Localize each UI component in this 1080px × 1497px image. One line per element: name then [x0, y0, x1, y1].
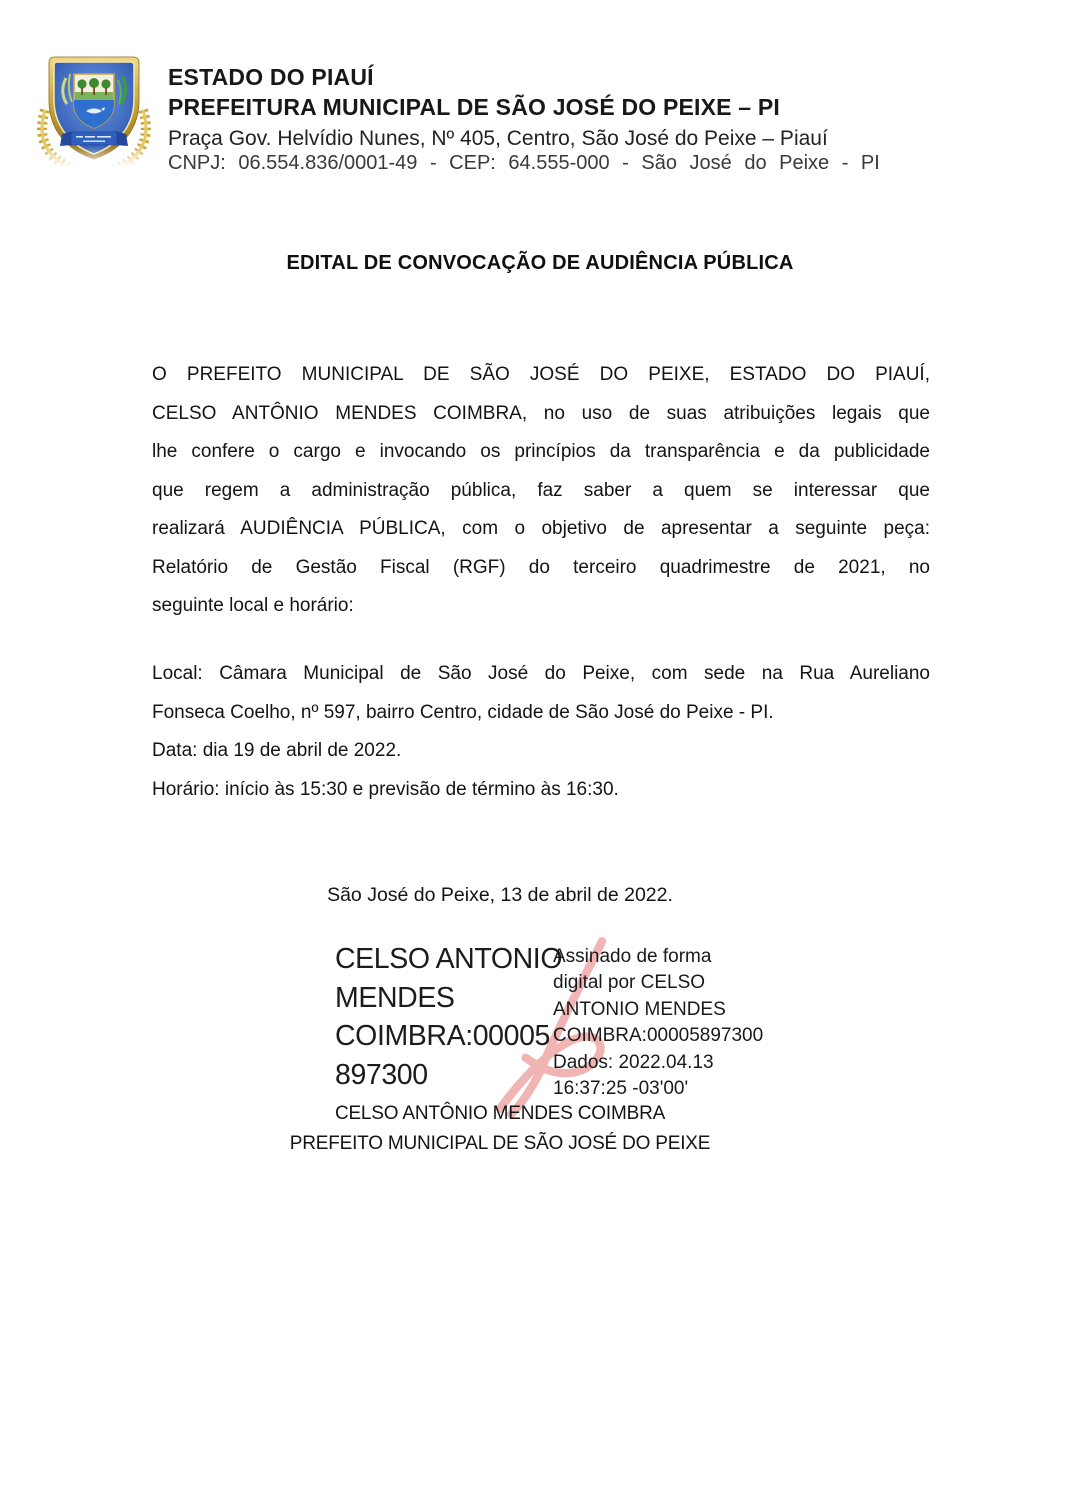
- stamp-signature-details: Assinado de forma digital por CELSO ANTONIO MENDES COIMBRA:00005897300 Dados: 2022.04.13 16:37:25 -03'00': [553, 946, 764, 1100]
- letterhead-state: ESTADO DO PIAUÍ: [168, 64, 374, 90]
- signer-name: CELSO ANTÔNIO MENDES COIMBRA: [334, 1103, 666, 1124]
- paragraph-line: lhe confere o cargo e invocando os princípios da transparência e da publicidade: [152, 441, 930, 462]
- document-title: EDITAL DE CONVOCAÇÃO DE AUDIÊNCIA PÚBLICA: [286, 252, 794, 274]
- paragraph-line: seguinte local e horário:: [152, 595, 354, 616]
- place-date-line: São José do Peixe, 13 de abril de 2022.: [327, 884, 673, 906]
- local-line: Local: Câmara Municipal de São José do Peixe, com sede na Rua Aureliano: [152, 663, 930, 684]
- paragraph-preamble: [152, 356, 930, 626]
- letterhead-clipped-info-line: CNPJ: 06.554.836/0001-49 - CEP: 64.555-000 - São José do Peixe - PI: [168, 152, 880, 174]
- signer-title: PREFEITO MUNICIPAL DE SÃO JOSÉ DO PEIXE: [289, 1132, 711, 1154]
- local-line-2: Fonseca Coelho, nº 597, bairro Centro, cidade de São José do Peixe - PI.: [152, 701, 774, 723]
- horario-line: Horário: início às 15:30 e previsão de término às 16:30.: [152, 778, 619, 800]
- stamp-signer-name: CELSO ANTONIO MENDES COIMBRA:00005 897300: [335, 943, 563, 1091]
- paragraph-line: CELSO ANTÔNIO MENDES COIMBRA, no uso de suas atribuições legais que: [152, 402, 930, 424]
- paragraph-line: que regem a administração pública, faz saber a quem se interessar que: [152, 479, 930, 501]
- letterhead-fade: [0, 146, 168, 180]
- paragraph-details: [152, 655, 930, 809]
- paragraph-line: O PREFEITO MUNICIPAL DE SÃO JOSÉ DO PEIXE, ESTADO DO PIAUÍ,: [152, 364, 930, 385]
- paragraph-line: realizará AUDIÊNCIA PÚBLICA, com o objetivo de apresentar a seguinte peça:: [152, 518, 930, 539]
- letterhead-address: Praça Gov. Helvídio Nunes, Nº 405, Centro, São José do Peixe – Piauí: [168, 127, 828, 150]
- paragraph-line: Relatório de Gestão Fiscal (RGF) do terceiro quadrimestre de 2021, no: [152, 556, 930, 578]
- signer-block: [150, 1099, 850, 1158]
- letterhead-municipality: PREFEITURA MUNICIPAL DE SÃO JOSÉ DO PEIXE – PI: [168, 94, 780, 120]
- data-line: Data: dia 19 de abril de 2022.: [152, 740, 402, 761]
